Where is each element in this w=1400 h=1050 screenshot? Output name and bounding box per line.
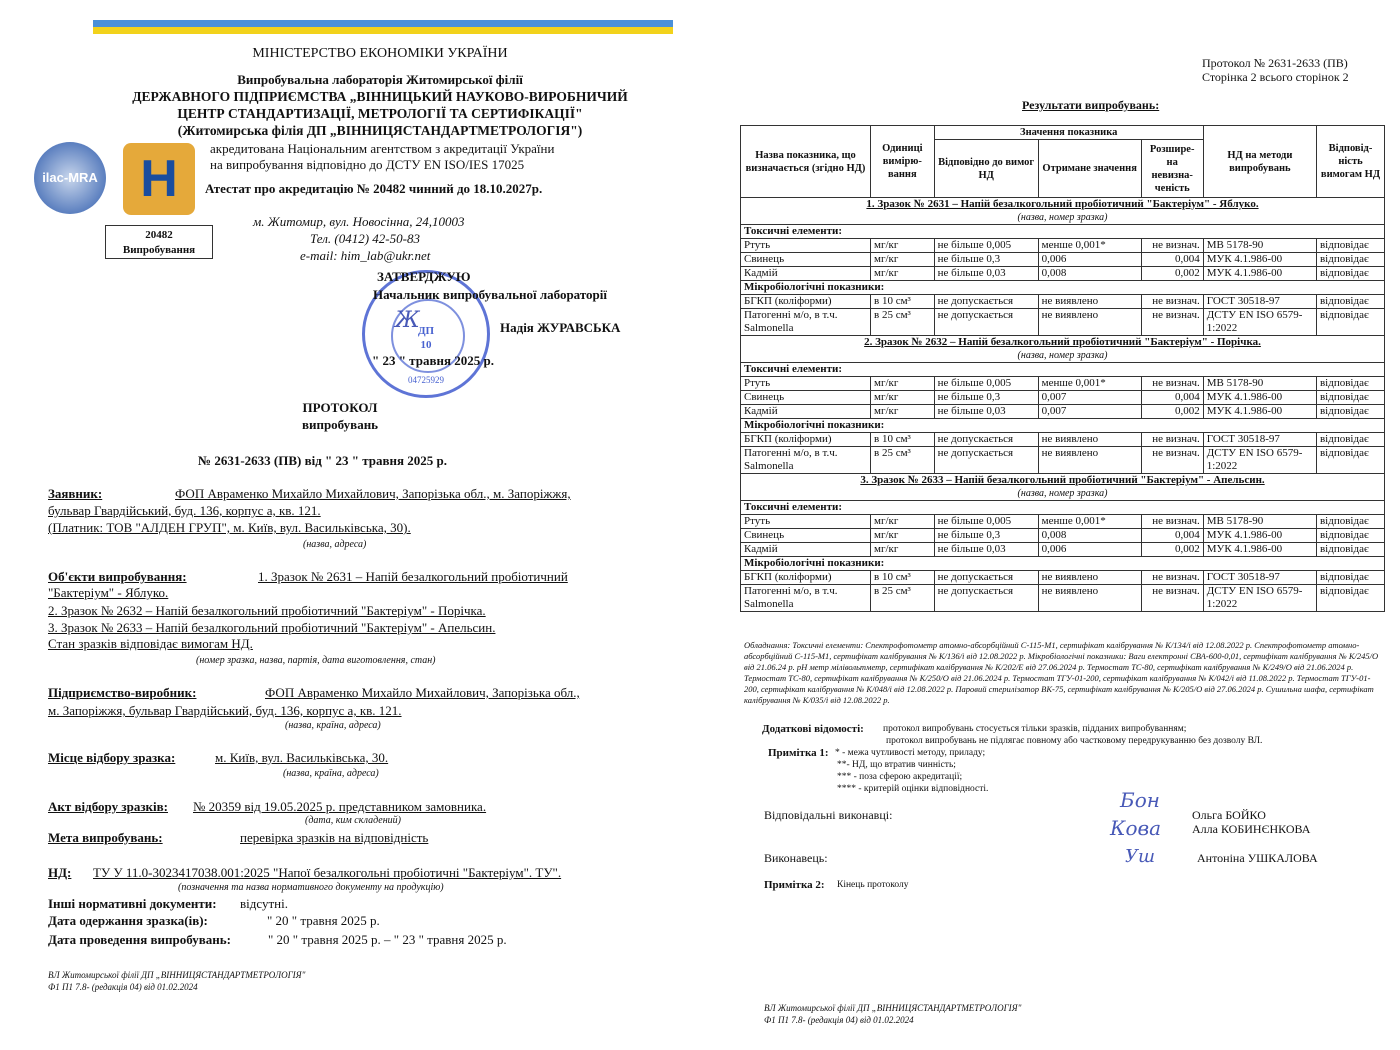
group-label: Токсичні елементи: bbox=[741, 501, 1385, 515]
place-label: Місце відбору зразка: bbox=[48, 750, 176, 765]
cell-method: ГОСТ 30518-97 bbox=[1203, 433, 1316, 447]
cell-name: Кадмій bbox=[741, 267, 871, 281]
cell-unit: мг/кг bbox=[871, 391, 935, 405]
table-row bbox=[741, 585, 1385, 612]
cell-val: 0,006 bbox=[1038, 543, 1141, 557]
cell-req: не допускається bbox=[934, 433, 1038, 447]
cell-req: не більше 0,005 bbox=[934, 515, 1038, 529]
address-street: м. Житомир, вул. Новосінна, 24,10003 bbox=[253, 214, 465, 229]
page2-header-2: Сторінка 2 всього сторінок 2 bbox=[1202, 70, 1349, 84]
table-row bbox=[741, 295, 1385, 309]
approve-name: Надія ЖУРАВСЬКА bbox=[500, 320, 621, 335]
cell-req: не допускається bbox=[934, 309, 1038, 336]
additional-label: Додаткові відомості: bbox=[762, 723, 864, 735]
sample-hint: (назва, номер зразка) bbox=[741, 349, 1385, 363]
executor-label: Виконавець: bbox=[764, 851, 828, 865]
cell-conf: відповідає bbox=[1316, 405, 1384, 419]
official-stamp: ДП 10 04725929 bbox=[362, 270, 490, 398]
place-hint: (назва, країна, адреса) bbox=[283, 768, 379, 779]
ilac-mra-logo: ilac-MRA bbox=[34, 142, 106, 214]
cell-conf: відповідає bbox=[1316, 433, 1384, 447]
cell-name: Кадмій bbox=[741, 543, 871, 557]
cell-conf: відповідає bbox=[1316, 447, 1384, 474]
cell-req: не допускається bbox=[934, 447, 1038, 474]
cell-unit: в 25 см³ bbox=[871, 447, 935, 474]
cell-val: не виявлено bbox=[1038, 447, 1141, 474]
applicant-value: ФОП Авраменко Михайло Михайлович, Запорізька обл., м. Запоріжжя, bbox=[175, 486, 571, 501]
cell-unc: 0,004 bbox=[1141, 529, 1203, 543]
cell-name: Свинець bbox=[741, 253, 871, 267]
signature-ushkalova: Уш bbox=[1125, 846, 1156, 867]
lab-line-1: Випробувальна лабораторія Житомирської філії bbox=[237, 72, 523, 87]
cell-val: не виявлено bbox=[1038, 309, 1141, 336]
other-docs-label: Інші нормативні документи: bbox=[48, 896, 217, 911]
cell-unit: в 10 см³ bbox=[871, 433, 935, 447]
table-row bbox=[741, 405, 1385, 419]
approve-date: " 23 " травня 2025 р. bbox=[372, 353, 494, 368]
note1-label: Примітка 1: bbox=[768, 747, 829, 759]
cell-unc: 0,004 bbox=[1141, 391, 1203, 405]
cell-req: не допускається bbox=[934, 585, 1038, 612]
cell-conf: відповідає bbox=[1316, 529, 1384, 543]
col-units: Одиниці вимірю-вання bbox=[871, 126, 935, 198]
results-title: Результати випробувань: bbox=[1022, 98, 1160, 112]
cell-conf: відповідає bbox=[1316, 295, 1384, 309]
cell-req: не більше 0,005 bbox=[934, 377, 1038, 391]
responsible-2: Алла КОБИНЄНКОВА bbox=[1192, 822, 1311, 836]
cell-unit: в 25 см³ bbox=[871, 309, 935, 336]
nd-hint: (позначення та назва нормативного документу на продукцію) bbox=[178, 882, 444, 893]
table-row bbox=[741, 543, 1385, 557]
accred-line-1: акредитована Національним агентством з акредитації України bbox=[210, 141, 555, 156]
equipment-note: Обладнання: Токсичні елементи: Спектрофотометр атомно-абсорбційний С-115-М1, сертифікат калібрування № К/134/і від 12.08.2022 р. Спектрофотометр атомно-абсорбційний С-115-М1, сертифікат калібрування № К/136/і від 12.08.2022 р. Мікробіологічні показники: Ваги електронні СВА-600-0,01, сертифікат калібрування № К/245/О від 21.06.24 р. рН метр мілівольтметр, сертифікат калібрування № К/202/Е від 27.06.2024 р. Термостат ТС-80, сертифікат калібрування № К/249/О від 21.06.2024 р. Термостат ТС-80, сертифікат калібрування № К/250/О від 21.06.2024 р. Термостат ТГУ-01-200, сертифікат калібрування № К/042/і від 11.08.2022 р. Термостат ТГУ-01-200, сертифікат калібрування № К/048/і від 12.08.2022 р. Паровий стерилізатор ВК-75, сертифікат калібрування № К/205/О від 27.06.2024 р. Сушильна шафа, сертифікат калібрування № К/035/і від 12.08.2022 р. bbox=[744, 640, 1379, 705]
cell-conf: відповідає bbox=[1316, 377, 1384, 391]
group-label: Мікробіологічні показники: bbox=[741, 419, 1385, 433]
cell-unc: 0,002 bbox=[1141, 267, 1203, 281]
protocol-number: № 2631-2633 (ПВ) від " 23 " травня 2025 р. bbox=[198, 453, 448, 468]
cell-name: Патогенні м/о, в т.ч. Salmonella bbox=[741, 309, 871, 336]
applicant-value-2: бульвар Гвардійський, буд. 136, корпус а, кв. 121. bbox=[48, 503, 321, 518]
sample-title: 3. Зразок № 2633 – Напій безалкогольний пробіотичний "Бактеріум" - Апельсин. bbox=[741, 474, 1385, 488]
group-label: Мікробіологічні показники: bbox=[741, 557, 1385, 571]
col-required: Відповідно до вимог НД bbox=[934, 140, 1038, 198]
cell-method: МВ 5178-90 bbox=[1203, 239, 1316, 253]
cell-unit: мг/кг bbox=[871, 253, 935, 267]
cell-name: БГКП (коліформи) bbox=[741, 295, 871, 309]
cell-unc: 0,004 bbox=[1141, 253, 1203, 267]
col-name: Назва показника, що визначається (згідно НД) bbox=[741, 126, 871, 198]
cell-unc: не визнач. bbox=[1141, 295, 1203, 309]
producer-value: ФОП Авраменко Михайло Михайлович, Запорізька обл., bbox=[265, 685, 580, 700]
cell-method: МУК 4.1.986-00 bbox=[1203, 405, 1316, 419]
object-1-cont: "Бактеріум" - Яблуко. bbox=[48, 585, 169, 600]
applicant-payer: (Платник: ТОВ "АЛДЕН ГРУП", м. Київ, вул. Васильківська, 30). bbox=[48, 520, 411, 535]
object-1: 1. Зразок № 2631 – Напій безалкогольний пробіотичний bbox=[258, 569, 568, 584]
sample-hint: (назва, номер зразка) bbox=[741, 211, 1385, 225]
table-row bbox=[741, 377, 1385, 391]
objects-state: Стан зразків відповідає вимогам НД. bbox=[48, 636, 253, 651]
cell-req: не більше 0,03 bbox=[934, 543, 1038, 557]
cell-val: не виявлено bbox=[1038, 571, 1141, 585]
col-conformity: Відповід-ність вимогам НД bbox=[1316, 126, 1384, 198]
place-value: м. Київ, вул. Васильківська, 30. bbox=[215, 750, 389, 765]
producer-hint: (назва, країна, адреса) bbox=[285, 720, 381, 731]
goal-value: перевірка зразків на відповідність bbox=[240, 830, 429, 845]
goal-label: Мета випробувань: bbox=[48, 830, 163, 845]
cell-conf: відповідає bbox=[1316, 543, 1384, 557]
cell-unit: мг/кг bbox=[871, 239, 935, 253]
responsible-1: Ольга БОЙКО bbox=[1192, 808, 1266, 822]
col-obtained: Отримане значення bbox=[1038, 140, 1141, 198]
cell-method: ДСТУ EN ISO 6579-1:2022 bbox=[1203, 447, 1316, 474]
cell-unit: в 10 см³ bbox=[871, 571, 935, 585]
cell-req: не більше 0,3 bbox=[934, 391, 1038, 405]
cell-unc: не визнач. bbox=[1141, 571, 1203, 585]
responsible-label: Відповідальні виконавці: bbox=[764, 808, 893, 822]
cell-req: не допускається bbox=[934, 295, 1038, 309]
cell-name: Свинець bbox=[741, 529, 871, 543]
cell-unit: мг/кг bbox=[871, 543, 935, 557]
additional-1: протокол випробувань стосується тільки зразків, підданих випробуванням; bbox=[883, 724, 1187, 734]
note1-item-2: **- НД, що втратив чинність; bbox=[837, 760, 956, 770]
cell-unc: не визнач. bbox=[1141, 309, 1203, 336]
act-value: № 20359 від 19.05.2025 р. представником замовника. bbox=[193, 799, 487, 814]
cell-conf: відповідає bbox=[1316, 267, 1384, 281]
cell-unit: мг/кг bbox=[871, 377, 935, 391]
col-method: НД на методи випробувань bbox=[1203, 126, 1316, 198]
attestat-line: Атестат про акредитацію № 20482 чинний до 18.10.2027р. bbox=[205, 181, 543, 196]
protocol-subtitle: випробувань bbox=[301, 417, 379, 432]
ministry-title: МІНІСТЕРСТВО ЕКОНОМІКИ УКРАЇНИ bbox=[252, 46, 508, 61]
lab-line-3: ЦЕНТР СТАНДАРТИЗАЦІЇ, МЕТРОЛОГІЇ ТА СЕРТИФІКАЦІЇ" bbox=[177, 106, 583, 121]
nd-label: НД: bbox=[48, 865, 72, 880]
cell-req: не більше 0,03 bbox=[934, 405, 1038, 419]
note1-item-3: *** - поза сферою акредитації; bbox=[837, 772, 963, 782]
note1-item-4: **** - критерій оцінки відповідності. bbox=[837, 784, 989, 794]
footer-line-1: ВЛ Житомирської філії ДП „ВІННИЦЯСТАНДАРТМЕТРОЛОГІЯ" bbox=[48, 970, 306, 980]
act-hint: (дата, ким складений) bbox=[305, 815, 402, 826]
cell-unc: не визнач. bbox=[1141, 239, 1203, 253]
table-row bbox=[741, 433, 1385, 447]
cell-unit: мг/кг bbox=[871, 267, 935, 281]
approve-position: Начальник випробувальної лабораторії bbox=[373, 287, 607, 302]
table-row bbox=[741, 309, 1385, 336]
footer-line-2: Ф1 П1 7.8- (редакція 04) від 01.02.2024 bbox=[48, 982, 198, 992]
note1-item-1: * - межа чутливості методу, приладу; bbox=[835, 748, 986, 758]
cell-req: не більше 0,3 bbox=[934, 529, 1038, 543]
cell-conf: відповідає bbox=[1316, 391, 1384, 405]
object-2: 2. Зразок № 2632 – Напій безалкогольний пробіотичний "Бактеріум" - Порічка. bbox=[48, 603, 486, 618]
cell-name: БГКП (коліформи) bbox=[741, 433, 871, 447]
cell-method: ГОСТ 30518-97 bbox=[1203, 571, 1316, 585]
accred-line-2: на випробування відповідно до ДСТУ EN ISO/IES 17025 bbox=[210, 157, 525, 172]
sample-title: 2. Зразок № 2632 – Напій безалкогольний пробіотичний "Бактеріум" - Порічка. bbox=[741, 336, 1385, 350]
cell-name: БГКП (коліформи) bbox=[741, 571, 871, 585]
sample-title: 1. Зразок № 2631 – Напій безалкогольний пробіотичний "Бактеріум" - Яблуко. bbox=[741, 198, 1385, 212]
cell-unc: не визнач. bbox=[1141, 447, 1203, 474]
cell-method: МУК 4.1.986-00 bbox=[1203, 391, 1316, 405]
cell-conf: відповідає bbox=[1316, 515, 1384, 529]
cell-val: 0,007 bbox=[1038, 405, 1141, 419]
cell-name: Патогенні м/о, в т.ч. Salmonella bbox=[741, 447, 871, 474]
nd-value: ТУ У 11.0-3023417038.001:2025 "Напої безалкогольні пробіотичні "Бактеріум". ТУ". bbox=[93, 865, 562, 880]
cell-unc: не визнач. bbox=[1141, 377, 1203, 391]
act-label: Акт відбору зразків: bbox=[48, 799, 168, 814]
cell-method: МУК 4.1.986-00 bbox=[1203, 543, 1316, 557]
cell-val: 0,006 bbox=[1038, 253, 1141, 267]
object-3: 3. Зразок № 2633 – Напій безалкогольний пробіотичний "Бактеріум" - Апельсин. bbox=[48, 620, 496, 635]
tested-label: Дата проведення випробувань: bbox=[48, 932, 231, 947]
received-label: Дата одержання зразка(ів): bbox=[48, 913, 208, 928]
objects-label: Об'єкти випробування: bbox=[48, 569, 187, 584]
cell-req: не більше 0,005 bbox=[934, 239, 1038, 253]
applicant-label: Заявник: bbox=[48, 486, 103, 501]
page2-header-1: Протокол № 2631-2633 (ПВ) bbox=[1202, 56, 1348, 70]
footer2-line-1: ВЛ Житомирської філії ДП „ВІННИЦЯСТАНДАРТМЕТРОЛОГІЯ" bbox=[764, 1003, 1022, 1013]
group-label: Токсичні елементи: bbox=[741, 225, 1385, 239]
objects-hint: (номер зразка, назва, партія, дата виготовлення, стан) bbox=[196, 655, 436, 666]
col-values-group: Значення показника bbox=[934, 126, 1203, 140]
cell-name: Ртуть bbox=[741, 377, 871, 391]
cell-val: не виявлено bbox=[1038, 433, 1141, 447]
cell-unit: в 25 см³ bbox=[871, 585, 935, 612]
cell-method: МУК 4.1.986-00 bbox=[1203, 253, 1316, 267]
cell-req: не допускається bbox=[934, 571, 1038, 585]
table-row bbox=[741, 529, 1385, 543]
cell-method: ГОСТ 30518-97 bbox=[1203, 295, 1316, 309]
cell-name: Ртуть bbox=[741, 515, 871, 529]
producer-value-2: м. Запоріжжя, бульвар Гвардійський, буд. 136, корпус а, кв. 121. bbox=[48, 703, 402, 718]
cell-unit: мг/кг bbox=[871, 515, 935, 529]
cell-unit: мг/кг bbox=[871, 405, 935, 419]
ukraine-flag-strip bbox=[93, 20, 673, 34]
cell-val: менше 0,001* bbox=[1038, 377, 1141, 391]
cell-val: 0,008 bbox=[1038, 267, 1141, 281]
applicant-hint: (назва, адреса) bbox=[303, 539, 367, 550]
footer2-line-2: Ф1 П1 7.8- (редакція 04) від 01.02.2024 bbox=[764, 1015, 914, 1025]
cell-name: Ртуть bbox=[741, 239, 871, 253]
cell-unc: 0,002 bbox=[1141, 543, 1203, 557]
cell-method: МУК 4.1.986-00 bbox=[1203, 267, 1316, 281]
received-value: " 20 " травня 2025 р. bbox=[267, 913, 380, 928]
cell-method: МВ 5178-90 bbox=[1203, 377, 1316, 391]
cell-conf: відповідає bbox=[1316, 309, 1384, 336]
director-signature: Ж bbox=[395, 308, 420, 333]
accreditation-box: 20482 Випробування bbox=[105, 225, 213, 259]
signature-boiko: Бон bbox=[1120, 788, 1160, 812]
cell-name: Патогенні м/о, в т.ч. Salmonella bbox=[741, 585, 871, 612]
cell-val: не виявлено bbox=[1038, 585, 1141, 612]
table-row bbox=[741, 447, 1385, 474]
cell-name: Свинець bbox=[741, 391, 871, 405]
cell-req: не більше 0,3 bbox=[934, 253, 1038, 267]
sample-hint: (назва, номер зразка) bbox=[741, 487, 1385, 501]
address-email: e-mail: him_lab@ukr.net bbox=[300, 248, 431, 263]
approve-title: ЗАТВЕРДЖУЮ bbox=[377, 269, 471, 284]
cell-val: менше 0,001* bbox=[1038, 239, 1141, 253]
lab-line-2: ДЕРЖАВНОГО ПІДПРИЄМСТВА „ВІННИЦЬКИЙ НАУКОВО-ВИРОБНИЧИЙ bbox=[132, 89, 628, 104]
cell-name: Кадмій bbox=[741, 405, 871, 419]
table-row bbox=[741, 267, 1385, 281]
note2-label: Примітка 2: bbox=[764, 879, 825, 891]
address-phone: Тел. (0412) 42-50-83 bbox=[310, 231, 420, 246]
tested-value: " 20 " травня 2025 р. – " 23 " травня 2025 р. bbox=[268, 932, 507, 947]
cell-unc: не визнач. bbox=[1141, 585, 1203, 612]
note2-value: Кінець протоколу bbox=[837, 880, 909, 890]
cell-val: 0,007 bbox=[1038, 391, 1141, 405]
cell-conf: відповідає bbox=[1316, 585, 1384, 612]
table-row bbox=[741, 239, 1385, 253]
producer-label: Підприємство-виробник: bbox=[48, 685, 197, 700]
cell-conf: відповідає bbox=[1316, 239, 1384, 253]
table-row bbox=[741, 391, 1385, 405]
cell-conf: відповідає bbox=[1316, 571, 1384, 585]
cell-val: 0,008 bbox=[1038, 529, 1141, 543]
cell-method: ДСТУ EN ISO 6579-1:2022 bbox=[1203, 585, 1316, 612]
lab-line-4: (Житомирська філія ДП „ВІННИЦЯСТАНДАРТМЕТРОЛОГІЯ") bbox=[177, 123, 583, 138]
col-uncertainty: Розшире-на невизна-ченість bbox=[1141, 140, 1203, 198]
cell-unc: не визнач. bbox=[1141, 433, 1203, 447]
cell-unit: в 10 см³ bbox=[871, 295, 935, 309]
group-label: Токсичні елементи: bbox=[741, 363, 1385, 377]
cell-val: не виявлено bbox=[1038, 295, 1141, 309]
protocol-title: ПРОТОКОЛ bbox=[302, 400, 378, 415]
executor-name: Антоніна УШКАЛОВА bbox=[1197, 851, 1318, 865]
cell-unc: не визнач. bbox=[1141, 515, 1203, 529]
cell-req: не більше 0,03 bbox=[934, 267, 1038, 281]
cell-method: ДСТУ EN ISO 6579-1:2022 bbox=[1203, 309, 1316, 336]
cell-method: МВ 5178-90 bbox=[1203, 515, 1316, 529]
results-body bbox=[741, 198, 1385, 612]
accreditation-agency-logo: Н bbox=[123, 143, 195, 215]
table-row bbox=[741, 253, 1385, 267]
cell-conf: відповідає bbox=[1316, 253, 1384, 267]
cell-unc: 0,002 bbox=[1141, 405, 1203, 419]
results-table bbox=[740, 125, 1385, 612]
additional-2: протокол випробувань не підлягає повному або частковому передрукуванню без дозволу ВЛ. bbox=[886, 736, 1263, 746]
table-row bbox=[741, 515, 1385, 529]
other-docs-value: відсутні. bbox=[240, 896, 288, 911]
signature-kobynenkova: Кова bbox=[1110, 816, 1162, 840]
cell-val: менше 0,001* bbox=[1038, 515, 1141, 529]
table-row bbox=[741, 571, 1385, 585]
cell-method: МУК 4.1.986-00 bbox=[1203, 529, 1316, 543]
cell-unit: мг/кг bbox=[871, 529, 935, 543]
group-label: Мікробіологічні показники: bbox=[741, 281, 1385, 295]
